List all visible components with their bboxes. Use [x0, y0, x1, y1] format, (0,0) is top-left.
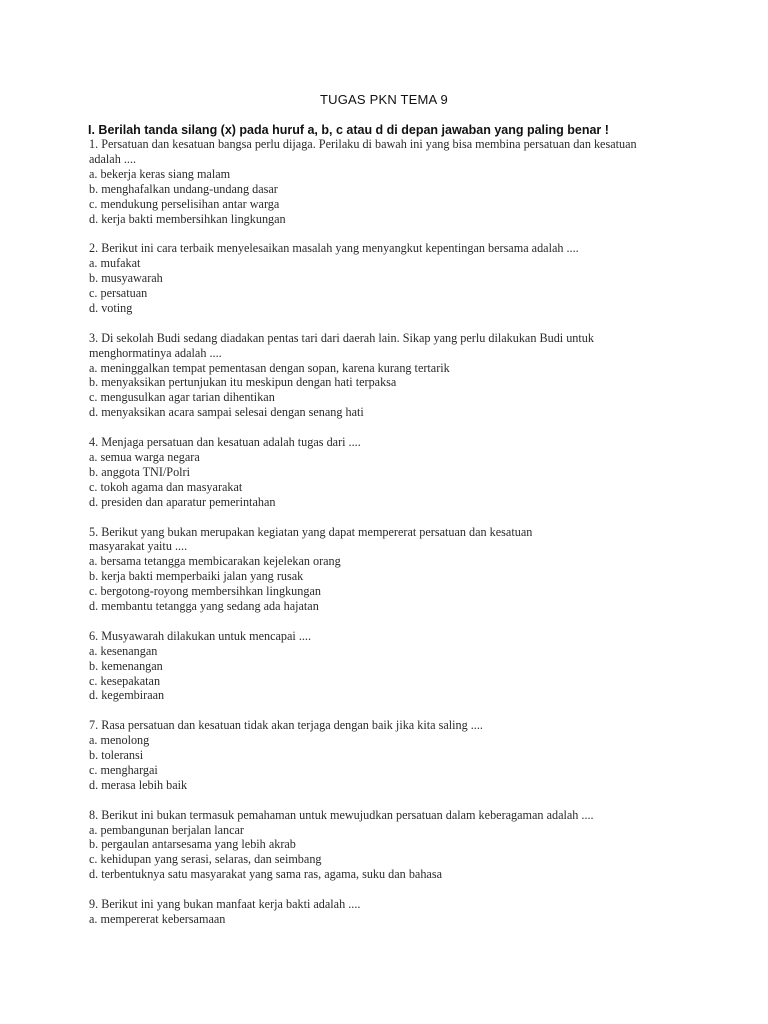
question-1	[89, 137, 689, 226]
answer-option: d. kegembiraan	[89, 688, 165, 703]
answer-option: c. kehidupan yang serasi, selaras, dan seimbang	[89, 852, 322, 867]
answer-option: c. menghargai	[89, 762, 158, 777]
answer-option: c. persatuan	[89, 286, 148, 301]
answer-option: a. mufakat	[89, 256, 141, 271]
question-text: 7. Rasa persatuan dan kesatuan tidak akan terjaga dengan baik jika kita saling ....	[89, 718, 483, 733]
answer-option: b. musyawarah	[89, 271, 163, 286]
answer-option: a. menolong	[89, 733, 150, 748]
question-text: adalah ....	[89, 151, 137, 166]
question-text: 5. Berikut yang bukan merupakan kegiatan yang dapat mempererat persatuan dan kesatuan	[89, 524, 533, 539]
question-text: 9. Berikut ini yang bukan manfaat kerja bakti adalah ....	[89, 897, 361, 912]
answer-option: d. merasa lebih baik	[89, 777, 188, 792]
answer-option: a. mempererat kebersamaan	[89, 912, 226, 926]
answer-option: a. meninggalkan tempat pementasan dengan sopan, karena kurang tertarik	[89, 360, 450, 375]
answer-option: b. toleransi	[89, 748, 144, 763]
answer-option: a. semua warga negara	[89, 449, 200, 464]
page-title: TUGAS PKN TEMA 9	[320, 92, 448, 107]
question-text: 3. Di sekolah Budi sedang diadakan pentas tari dari daerah lain. Sikap yang perlu dilakukan Budi untuk	[89, 330, 594, 345]
answer-option: c. bergotong-royong membersihkan lingkungan	[89, 584, 321, 599]
question-text: menghormatinya adalah ....	[89, 345, 222, 360]
answer-option: b. anggota TNI/Polri	[89, 464, 190, 479]
answer-option: a. bekerja keras siang malam	[89, 166, 231, 181]
question-list	[89, 137, 689, 942]
answer-option: b. pergaulan antarsesama yang lebih akrab	[89, 837, 296, 852]
answer-option: d. terbentuknya satu masyarakat yang sama ras, agama, suku dan bahasa	[89, 867, 442, 882]
answer-option: d. presiden dan aparatur pemerintahan	[89, 494, 276, 509]
question-text: 4. Menjaga persatuan dan kesatuan adalah tugas dari ....	[89, 435, 361, 450]
answer-option: b. menyaksikan pertunjukan itu meskipun dengan hati terpaksa	[89, 375, 397, 390]
question-9	[89, 897, 689, 927]
question-text: 2. Berikut ini cara terbaik menyelesaikan masalah yang menyangkut kepentingan bersama adalah ....	[89, 241, 579, 256]
question-6	[89, 629, 689, 704]
question-4	[89, 435, 689, 510]
answer-option: c. kesepakatan	[89, 673, 161, 688]
question-text: 1. Persatuan dan kesatuan bangsa perlu dijaga. Perilaku di bawah ini yang bisa membina persatuan dan kesatuan	[89, 137, 637, 151]
question-text: masyarakat yaitu ....	[89, 539, 188, 554]
answer-option: d. membantu tetangga yang sedang ada hajatan	[89, 599, 319, 614]
instruction-text: I. Berilah tanda silang (x) pada huruf a, b, c atau d di depan jawaban yang paling benar !	[88, 123, 609, 137]
answer-option: b. kerja bakti memperbaiki jalan yang rusak	[89, 569, 304, 584]
answer-option: a. bersama tetangga membicarakan kejelekan orang	[89, 554, 341, 569]
answer-option: c. mengusulkan agar tarian dihentikan	[89, 390, 275, 405]
question-7	[89, 718, 689, 793]
answer-option: d. voting	[89, 300, 133, 315]
answer-option: a. kesenangan	[89, 643, 158, 658]
question-3	[89, 331, 689, 420]
answer-option: a. pembangunan berjalan lancar	[89, 822, 244, 837]
question-8	[89, 808, 689, 883]
answer-option: c. tokoh agama dan masyarakat	[89, 479, 243, 494]
question-2	[89, 241, 689, 316]
answer-option: c. mendukung perselisihan antar warga	[89, 196, 280, 211]
question-text: 6. Musyawarah dilakukan untuk mencapai ....	[89, 628, 312, 643]
answer-option: b. menghafalkan undang-undang dasar	[89, 181, 278, 196]
question-text: 8. Berikut ini bukan termasuk pemahaman untuk mewujudkan persatuan dalam keberagaman adalah ....	[89, 807, 594, 822]
answer-option: b. kemenangan	[89, 658, 163, 673]
answer-option: d. menyaksikan acara sampai selesai dengan senang hati	[89, 405, 364, 420]
answer-option: d. kerja bakti membersihkan lingkungan	[89, 211, 286, 226]
question-5	[89, 525, 689, 614]
